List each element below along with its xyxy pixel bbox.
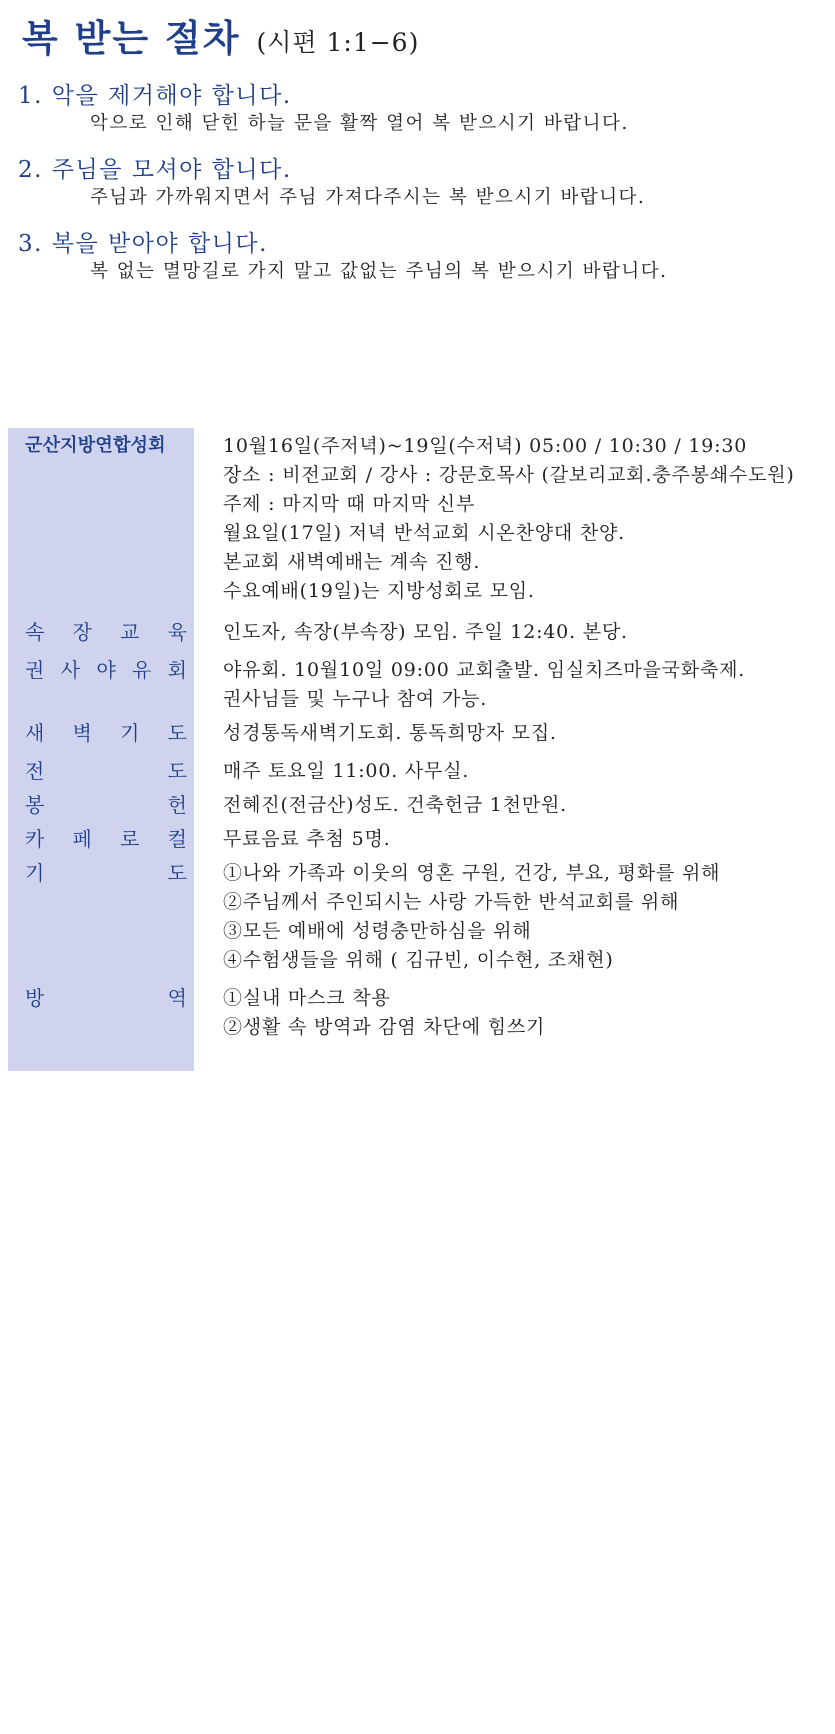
announcement-line: 전혜진(전금산)성도. 건축헌금 1천만원. xyxy=(223,794,567,816)
announcement-label: 기 도 xyxy=(25,861,187,885)
announcement-label: 권 사 야 유 회 xyxy=(25,658,187,682)
sermon-point-body: 악으로 인해 닫힌 하늘 문을 활짝 열어 복 받으시기 바랍니다. xyxy=(90,113,629,134)
announcement-line: ④수험생들을 위해 ( 김규빈, 이수현, 조채현) xyxy=(223,949,614,971)
announcement-details xyxy=(223,984,835,1042)
announcement-line: 주제 : 마지막 때 마지막 신부 xyxy=(223,493,476,515)
announcement-line: 본교회 새벽예배는 계속 진행. xyxy=(223,551,481,573)
sermon-point xyxy=(18,82,818,136)
scripture-reference: (시편 1:1−6) xyxy=(256,28,420,57)
sermon-points xyxy=(18,82,818,304)
announcement-label: 군산지방연합성회 xyxy=(25,435,166,456)
announcement-line: 매주 토요일 11:00. 사무실. xyxy=(223,760,470,782)
announcement-line: 야유회. 10월10일 09:00 교회출발. 임실치즈마을국화축제. xyxy=(223,659,746,681)
announcement-label: 새 벽 기 도 xyxy=(25,721,187,745)
announcement-line: 권사님들 및 누구나 참여 가능. xyxy=(223,688,488,710)
announcement-line: ②주님께서 주인되시는 사랑 가득한 반석교회를 위해 xyxy=(223,891,680,913)
announcement-label: 속 장 교 육 xyxy=(25,620,187,644)
announcement-label: 봉 헌 xyxy=(25,793,187,817)
sermon-point-body: 주님과 가까워지면서 주님 가져다주시는 복 받으시기 바랍니다. xyxy=(90,187,646,208)
announcement-line: ①나와 가족과 이웃의 영혼 구원, 건강, 부요, 평화를 위해 xyxy=(223,862,721,884)
announcement-details xyxy=(223,618,835,647)
announcement-line: 10월16일(주저녁)~19일(수저녁) 05:00 / 10:30 / 19:30 xyxy=(223,435,748,457)
announcement-line: 월요일(17일) 저녁 반석교회 시온찬양대 찬양. xyxy=(223,522,626,544)
announcements-table xyxy=(8,428,835,1071)
announcement-label-column xyxy=(8,428,194,1071)
announcement-line: 인도자, 속장(부속장) 모임. 주일 12:40. 본당. xyxy=(223,621,628,643)
sermon-title-main: 복 받는 절차 xyxy=(22,16,241,60)
sermon-point xyxy=(18,230,818,284)
announcement-details xyxy=(223,757,835,786)
announcement-line: 무료음료 추첨 5명. xyxy=(223,828,391,850)
announcement-label: 전 도 xyxy=(25,759,187,783)
announcement-details xyxy=(223,825,835,854)
announcement-line: ③모든 예배에 성령충만하심을 위해 xyxy=(223,920,532,942)
sermon-point-heading: 2. 주님을 모셔야 합니다. xyxy=(18,157,292,183)
sermon-point xyxy=(18,156,818,210)
sermon-point-heading: 1. 악을 제거해야 합니다. xyxy=(18,83,292,109)
announcement-line: 성경통독새벽기도회. 통독희망자 모집. xyxy=(223,722,557,744)
sermon-point-body: 복 없는 멸망길로 가지 말고 값없는 주님의 복 받으시기 바랍니다. xyxy=(90,261,668,282)
announcement-details xyxy=(223,656,835,714)
announcement-line: 장소 : 비전교회 / 강사 : 강문호목사 (갈보리교회.충주봉쇄수도원) xyxy=(223,464,795,486)
sermon-point-heading: 3. 복을 받아야 합니다. xyxy=(18,231,268,257)
announcement-label: 카 페 로 컬 xyxy=(25,827,187,851)
announcement-line: ②생활 속 방역과 감염 차단에 힘쓰기 xyxy=(223,1016,546,1038)
announcement-line: ①실내 마스크 착용 xyxy=(223,987,391,1009)
announcement-details xyxy=(223,791,835,820)
announcement-line: 수요예배(19일)는 지방성회로 모임. xyxy=(223,580,535,602)
announcement-details xyxy=(223,432,835,606)
sermon-title xyxy=(22,8,419,62)
announcement-label: 방 역 xyxy=(25,986,187,1010)
announcement-details xyxy=(223,859,835,975)
announcement-details xyxy=(223,719,835,748)
